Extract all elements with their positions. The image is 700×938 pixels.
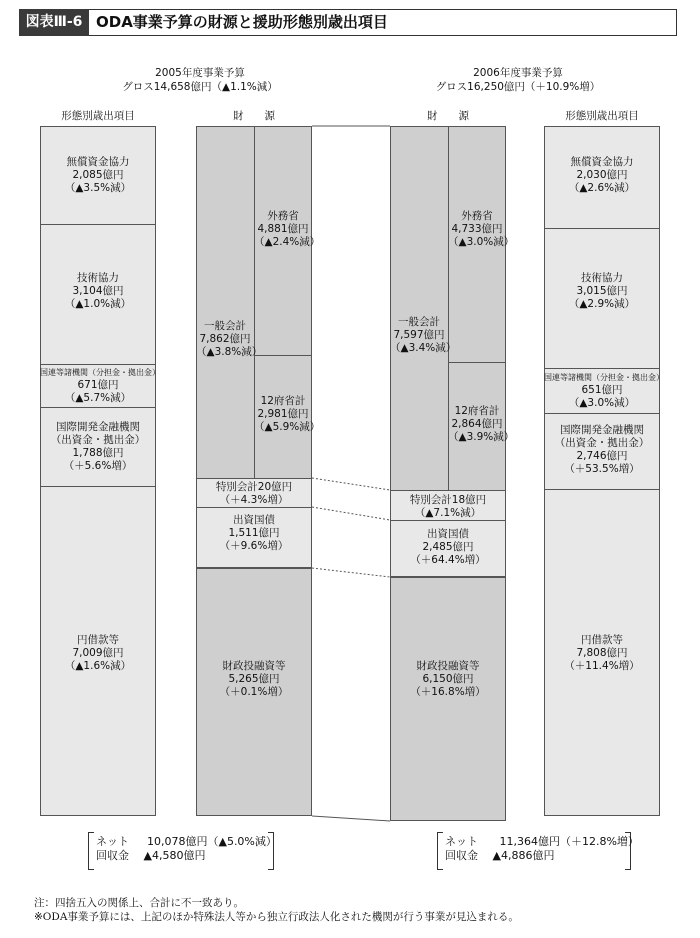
investment-bonds-2006 (390, 528, 506, 567)
col-header-2006-right: 形態別歳出項目 (565, 110, 639, 122)
label: 12府省計 (260, 395, 306, 407)
connector-lines (312, 120, 390, 830)
col-header-2005-left: 形態別歳出項目 (61, 110, 135, 122)
filp-2005 (196, 660, 312, 699)
amount: 7,808億円 (576, 647, 628, 659)
divider (196, 568, 312, 569)
label: 国際開発金融機関 (56, 421, 140, 433)
general-account-2006 (390, 316, 457, 355)
label: 一般会計 (204, 320, 246, 332)
net-line: ネット 10,078億円（▲5.0%減） (96, 835, 277, 848)
recovery-line: 回収金 ▲4,886億円 (445, 849, 555, 862)
amount: 5,265億円 (228, 673, 280, 685)
change: （▲3.8%減） (196, 346, 263, 358)
divider (544, 228, 660, 229)
amount: 7,597億円 (393, 329, 445, 341)
amount: 6,150億円 (422, 673, 474, 685)
divider (544, 413, 660, 414)
un-agencies-2005 (40, 366, 160, 405)
bracket-left-2006 (437, 832, 443, 870)
budget-2006-line2: グロス16,250億円（＋10.9%増） (435, 81, 601, 93)
amount: 2,864億円 (451, 418, 503, 430)
divider (544, 489, 660, 490)
change: （＋11.4%増） (564, 660, 640, 672)
change: （＋4.3%増） (219, 494, 289, 506)
label: 出資国債 (427, 528, 469, 540)
label: 特別会計18億円 (409, 494, 487, 506)
figure-title: ODA事業予算の財源と援助形態別歳出項目 (96, 13, 388, 31)
filp-2006 (390, 660, 506, 699)
budget-2006-header (418, 66, 618, 94)
change: （＋53.5%増） (564, 463, 640, 475)
budget-2006-line1: 2006年度事業予算 (473, 67, 563, 79)
amount: 1,788億円 (72, 447, 124, 459)
connector-bottom (312, 816, 390, 821)
connector-general-end (312, 478, 390, 490)
change: （▲1.0%減） (64, 298, 132, 310)
divider (40, 364, 156, 365)
special-account-2006 (390, 494, 506, 520)
twelve-ministries-2006 (448, 405, 515, 444)
col-header-2006-left: 財 源 (427, 110, 469, 122)
yen-loans-2006 (544, 634, 660, 673)
recovery-line: 回収金 ▲4,580億円 (96, 849, 206, 862)
mofa-2005 (254, 210, 321, 249)
change: （▲2.9%減） (568, 298, 636, 310)
change: （▲3.5%減） (64, 182, 132, 194)
net-2006 (445, 835, 639, 863)
change: （▲3.0%減） (568, 397, 636, 409)
label: 財政投融資等 (222, 660, 286, 672)
change: （＋9.6%増） (219, 540, 289, 552)
change: （＋16.8%増） (410, 686, 486, 698)
connector-bonds-end (312, 568, 390, 577)
amount: 2,085億円 (72, 169, 124, 181)
mdb-2005 (40, 421, 156, 473)
label: 特別会計20億円 (215, 481, 293, 493)
amount: 4,881億円 (257, 223, 309, 235)
amount: 4,733億円 (451, 223, 503, 235)
yen-loans-2005 (40, 634, 156, 673)
amount: 651億円 (581, 384, 623, 396)
change: （▲3.4%減） (390, 342, 457, 354)
amount: 2,746億円 (576, 450, 628, 462)
label: 技術協力 (581, 272, 623, 284)
net-2005 (96, 835, 277, 863)
sub-label: （出資金・拠出金） (554, 437, 650, 449)
label: 円借款等 (77, 634, 119, 646)
label: 国連等諸機関（分担金・拠出金） (544, 373, 664, 382)
divider (40, 224, 156, 225)
mdb-2006 (544, 424, 660, 476)
label: 財政投融資等 (416, 660, 480, 672)
amount: 671億円 (77, 379, 119, 391)
figure-label: 図表Ⅲ-6 (19, 9, 89, 36)
amount: 7,009億円 (72, 647, 124, 659)
divider (390, 520, 506, 521)
sub-label: （出資金・拠出金） (50, 434, 146, 446)
amount: 2,981億円 (257, 408, 309, 420)
special-account-2005 (196, 481, 312, 507)
label: 円借款等 (581, 634, 623, 646)
amount: 3,015億円 (576, 285, 628, 297)
change: （▲7.1%減） (414, 507, 482, 519)
divider (40, 486, 156, 487)
net-line: ネット 11,364億円（＋12.8%増） (445, 835, 639, 848)
label: 無償資金協力 (570, 156, 634, 168)
label: 技術協力 (77, 272, 119, 284)
label: 外務省 (267, 210, 299, 222)
change: （▲3.0%減） (448, 236, 515, 248)
divider (544, 368, 660, 369)
change: （▲2.4%減） (254, 236, 321, 248)
amount: 2,030億円 (576, 169, 628, 181)
change: （＋5.6%増） (63, 460, 133, 472)
technical-cooperation-2006 (544, 272, 660, 311)
change: （＋64.4%増） (410, 554, 486, 566)
change: （▲5.9%減） (254, 421, 321, 433)
change: （▲1.6%減） (64, 660, 132, 672)
divider (448, 362, 506, 363)
label: 国連等諸機関（分担金・拠出金） (40, 368, 160, 377)
divider (40, 407, 156, 408)
budget-2005-line2: グロス14,658億円（▲1.1%減） (122, 81, 278, 93)
label: 無償資金協力 (66, 156, 130, 168)
budget-2005-line1: 2005年度事業予算 (155, 67, 245, 79)
grant-aid-2005 (40, 156, 156, 195)
amount: 3,104億円 (72, 285, 124, 297)
divider (390, 577, 506, 578)
bracket-left-2005 (88, 832, 94, 870)
twelve-ministries-2005 (254, 395, 321, 434)
amount: 2,485億円 (422, 541, 474, 553)
amount: 7,862億円 (199, 333, 251, 345)
footnote-1: 注：四捨五入の関係上、合計に不一致あり。 (34, 897, 244, 909)
mofa-2006 (448, 210, 515, 249)
un-agencies-2006 (544, 371, 664, 410)
divider (196, 507, 312, 508)
investment-bonds-2005 (196, 514, 312, 553)
label: 出資国債 (233, 514, 275, 526)
amount: 1,511億円 (228, 527, 280, 539)
divider (254, 355, 312, 356)
label: 国際開発金融機関 (560, 424, 644, 436)
budget-2005-header (100, 66, 300, 94)
grant-aid-2006 (544, 156, 660, 195)
change: （▲3.9%減） (448, 431, 515, 443)
col-header-2005-right: 財 源 (233, 110, 275, 122)
technical-cooperation-2005 (40, 272, 156, 311)
label: 12府省計 (454, 405, 500, 417)
connector-special-end (312, 507, 390, 520)
general-account-2005 (196, 320, 263, 359)
label: 一般会計 (398, 316, 440, 328)
label: 外務省 (461, 210, 493, 222)
footnote-2: ※ODA事業予算には、上記のほか特殊法人等から独立行政法人化された機関が行う事業が見込まれる。 (34, 911, 519, 923)
change: （＋0.1%増） (219, 686, 289, 698)
change: （▲5.7%減） (64, 392, 132, 404)
change: （▲2.6%減） (568, 182, 636, 194)
